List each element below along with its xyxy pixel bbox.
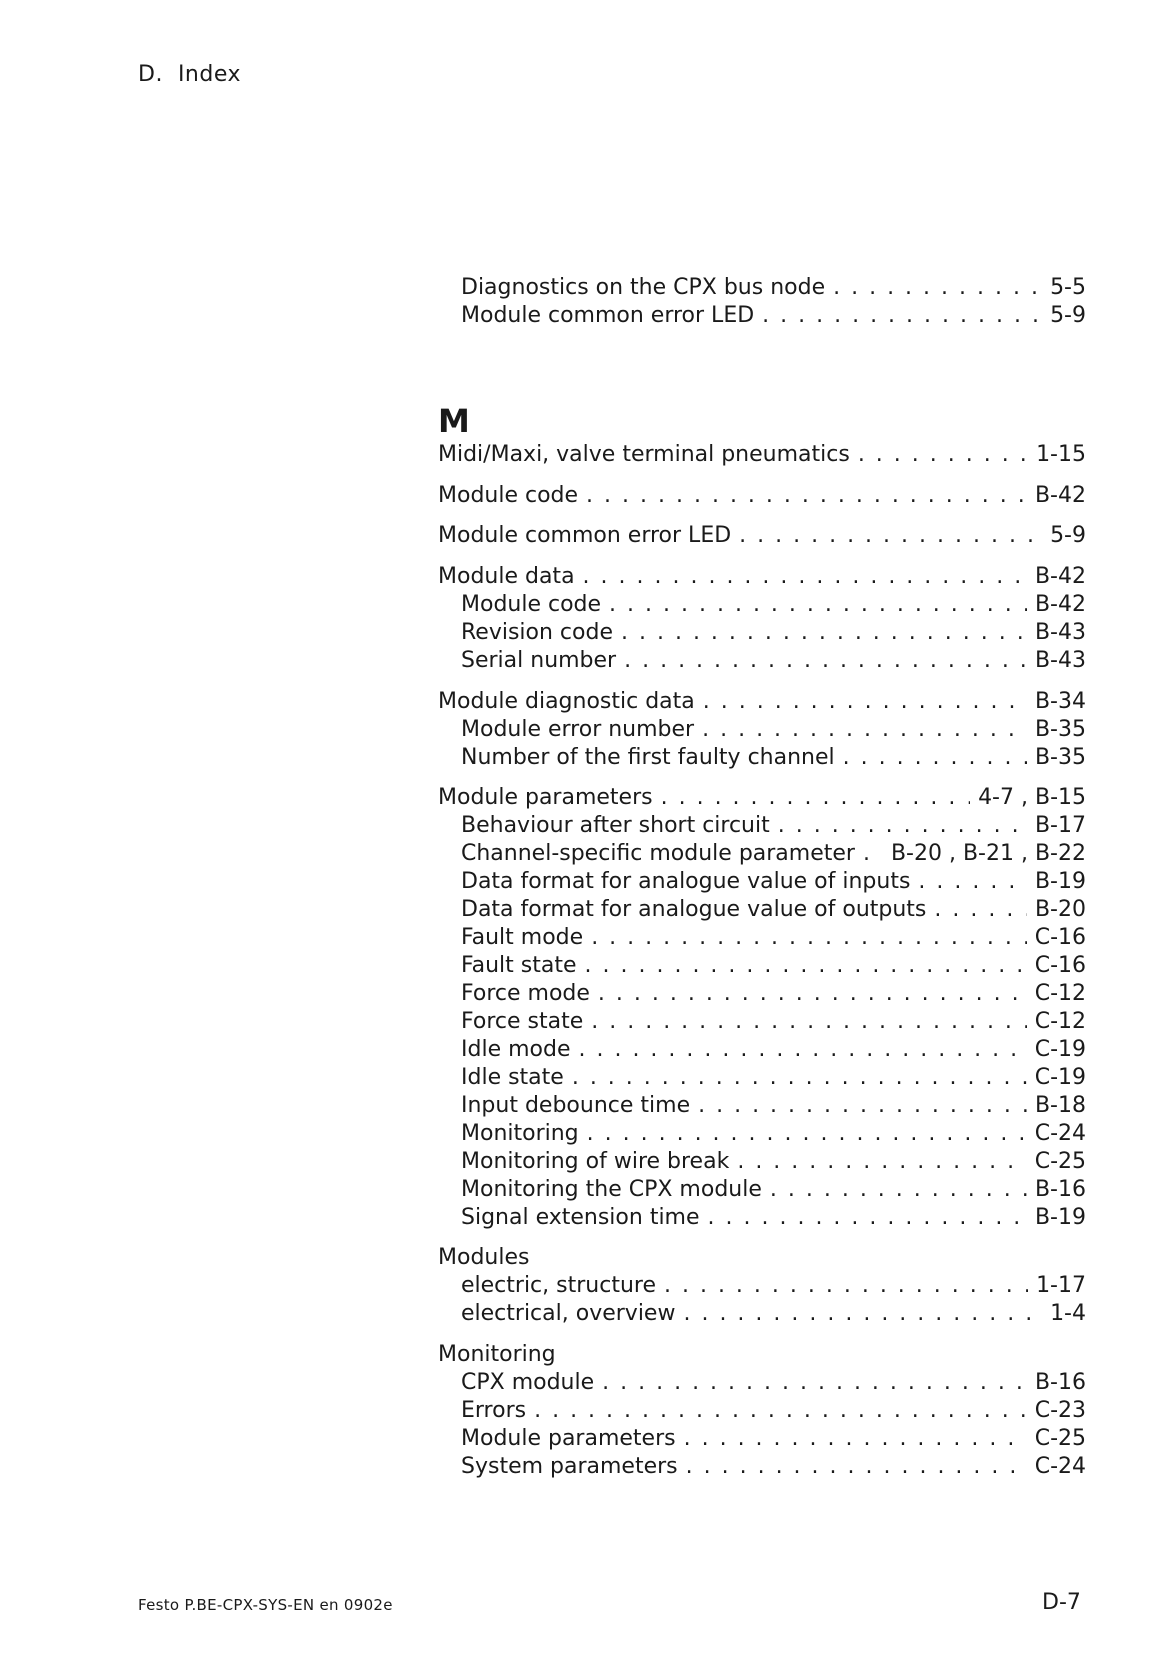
index-page-ref: C-16 xyxy=(1034,953,1086,978)
index-page-ref: 5-9 xyxy=(1050,303,1086,328)
index-term: Force state xyxy=(461,1009,584,1034)
dot-leader xyxy=(934,895,1027,925)
index-page-ref: C-24 xyxy=(1034,1121,1086,1146)
index-term: Module code xyxy=(438,483,579,508)
index-page-ref: B-19 xyxy=(1034,869,1086,894)
index-subentry xyxy=(461,1063,1086,1093)
index-term: Fault mode xyxy=(461,925,584,950)
index-subentry xyxy=(461,923,1086,953)
index-term: Data format for analogue value of outputs xyxy=(461,897,927,922)
index-page-ref: C-25 xyxy=(1034,1426,1086,1451)
index-page-ref: 1-15 xyxy=(1036,442,1086,467)
index-page-ref: C-19 xyxy=(1034,1037,1086,1062)
index-entry xyxy=(438,1243,1086,1273)
index-term: Errors xyxy=(461,1398,527,1423)
index-subentry xyxy=(461,715,1086,745)
dot-leader xyxy=(778,811,1027,841)
index-entry xyxy=(438,562,1086,592)
dot-leader xyxy=(770,1175,1027,1205)
index-page-ref: B-42 xyxy=(1034,592,1086,617)
dot-leader xyxy=(843,743,1027,773)
index-term: Diagnostics on the CPX bus node xyxy=(461,275,826,300)
index-subentry xyxy=(461,1452,1086,1482)
index-subentry xyxy=(461,646,1086,676)
index-page-ref: B-34 xyxy=(1034,689,1086,714)
dot-leader xyxy=(587,1119,1027,1149)
index-subentry xyxy=(461,951,1086,981)
index-term: Module parameters xyxy=(438,785,653,810)
dot-leader xyxy=(698,1091,1027,1121)
index-subentry xyxy=(461,1203,1086,1233)
index-term: Monitoring xyxy=(461,1121,579,1146)
index-term: Modules xyxy=(438,1245,530,1270)
footer-page-number: D-7 xyxy=(1042,1590,1081,1615)
index-term: Monitoring of wire break xyxy=(461,1149,730,1174)
index-subentry xyxy=(461,895,1086,925)
index-letter-heading: M xyxy=(438,402,470,440)
index-term: Input debounce time xyxy=(461,1093,691,1118)
dot-leader xyxy=(762,301,1042,331)
index-subentry xyxy=(461,1299,1086,1329)
index-entry xyxy=(438,521,1086,551)
dot-leader xyxy=(686,1452,1027,1482)
index-term: Force mode xyxy=(461,981,590,1006)
dot-leader xyxy=(591,1007,1026,1037)
dot-leader xyxy=(703,687,1027,717)
index-page-ref: B-16 xyxy=(1034,1370,1086,1395)
index-entry xyxy=(438,481,1086,511)
index-page-ref: C-25 xyxy=(1034,1149,1086,1174)
dot-leader xyxy=(583,562,1027,592)
index-term: Number of the first faulty channel xyxy=(461,745,835,770)
index-term: Module common error LED xyxy=(438,523,732,548)
index-subentry xyxy=(461,743,1086,773)
index-term: Module common error LED xyxy=(461,303,755,328)
index-term: Module diagnostic data xyxy=(438,689,695,714)
index-page-ref: B-18 xyxy=(1034,1093,1086,1118)
dot-leader xyxy=(739,521,1042,551)
dot-leader xyxy=(534,1396,1027,1426)
index-term: Module code xyxy=(461,592,602,617)
index-term: Idle mode xyxy=(461,1037,571,1062)
index-term: Monitoring xyxy=(438,1342,556,1367)
index-term: CPX module xyxy=(461,1370,595,1395)
dot-leader xyxy=(684,1424,1027,1454)
index-term: electric, structure xyxy=(461,1273,656,1298)
index-term: Module error number xyxy=(461,717,695,742)
index-entry xyxy=(438,783,1086,813)
index-page-ref: 5-9 xyxy=(1050,523,1086,548)
dot-leader xyxy=(702,715,1027,745)
index-page-ref: 1-4 xyxy=(1050,1301,1086,1326)
dot-leader xyxy=(609,590,1027,620)
index-subentry xyxy=(461,1175,1086,1205)
index-subentry xyxy=(461,867,1086,897)
index-page-ref: B-35 xyxy=(1034,717,1086,742)
index-subentry xyxy=(461,1035,1086,1065)
dot-leader xyxy=(664,1271,1028,1301)
index-subentry xyxy=(461,301,1086,331)
dot-leader xyxy=(591,923,1027,953)
index-subentry xyxy=(461,1424,1086,1454)
index-subentry xyxy=(461,1119,1086,1149)
index-term: electrical, overview xyxy=(461,1301,676,1326)
index-page-ref: B-42 xyxy=(1034,483,1086,508)
index-page-ref: B-16 xyxy=(1034,1177,1086,1202)
index-subentry xyxy=(461,273,1086,303)
index-subentry xyxy=(461,1271,1086,1301)
dot-leader xyxy=(858,440,1028,470)
index-page-ref: C-12 xyxy=(1034,981,1086,1006)
index-term: System parameters xyxy=(461,1454,678,1479)
dot-leader xyxy=(863,839,883,869)
index-term: Fault state xyxy=(461,953,577,978)
index-term: Module parameters xyxy=(461,1426,676,1451)
dot-leader xyxy=(585,951,1027,981)
index-subentry xyxy=(461,1147,1086,1177)
index-subentry xyxy=(461,979,1086,1009)
footer-doc-id: Festo P.BE-CPX-SYS-EN en 0902e xyxy=(138,1596,393,1614)
index-page-ref: B-35 xyxy=(1034,745,1086,770)
index-page-ref: B-20 xyxy=(1034,897,1086,922)
dot-leader xyxy=(737,1147,1026,1177)
index-term: Behaviour after short circuit xyxy=(461,813,770,838)
index-entry xyxy=(438,440,1086,470)
index-subentry xyxy=(461,839,1086,869)
dot-leader xyxy=(602,1368,1027,1398)
index-term: Data format for analogue value of inputs xyxy=(461,869,911,894)
index-subentry xyxy=(461,1368,1086,1398)
index-subentry xyxy=(461,1091,1086,1121)
index-page-ref: C-23 xyxy=(1034,1398,1086,1423)
page-header xyxy=(138,62,241,87)
dot-leader xyxy=(624,646,1027,676)
index-page-ref: C-12 xyxy=(1034,1009,1086,1034)
index-subentry xyxy=(461,811,1086,841)
dot-leader xyxy=(586,481,1027,511)
index-term: Midi/Maxi, valve terminal pneumatics xyxy=(438,442,850,467)
index-page-ref: 5-5 xyxy=(1050,275,1086,300)
index-term: Channel-specific module parameter xyxy=(461,841,855,866)
dot-leader xyxy=(598,979,1027,1009)
index-page-ref: C-16 xyxy=(1034,925,1086,950)
index-page-ref: B-43 xyxy=(1034,620,1086,645)
dot-leader xyxy=(683,1299,1042,1329)
index-term: Revision code xyxy=(461,620,613,645)
index-page-ref: 1-17 xyxy=(1036,1273,1086,1298)
dot-leader xyxy=(661,783,970,813)
index-term: Monitoring the CPX module xyxy=(461,1177,762,1202)
index-page-ref: B-20 , B-21 , B-22 xyxy=(890,841,1086,866)
index-term: Signal extension time xyxy=(461,1205,700,1230)
index-page-ref: C-19 xyxy=(1034,1065,1086,1090)
dot-leader xyxy=(572,1063,1027,1093)
index-page-ref: B-19 xyxy=(1034,1205,1086,1230)
index-subentry xyxy=(461,618,1086,648)
section-label: D. xyxy=(138,62,163,87)
header-title: Index xyxy=(177,62,242,87)
index-term: Serial number xyxy=(461,648,617,673)
index-page-ref: B-17 xyxy=(1034,813,1086,838)
index-term: Idle state xyxy=(461,1065,564,1090)
index-page-ref: 4-7 , B-15 xyxy=(978,785,1086,810)
index-entry xyxy=(438,687,1086,717)
index-subentry xyxy=(461,590,1086,620)
index-subentry xyxy=(461,1396,1086,1426)
index-entry xyxy=(438,1340,1086,1370)
dot-leader xyxy=(918,867,1027,897)
index-page-ref: B-43 xyxy=(1034,648,1086,673)
dot-leader xyxy=(621,618,1027,648)
index-term: Module data xyxy=(438,564,575,589)
index-page-ref: B-42 xyxy=(1034,564,1086,589)
index-subentry xyxy=(461,1007,1086,1037)
dot-leader xyxy=(708,1203,1027,1233)
dot-leader xyxy=(578,1035,1026,1065)
dot-leader xyxy=(833,273,1042,303)
index-page-ref: C-24 xyxy=(1034,1454,1086,1479)
